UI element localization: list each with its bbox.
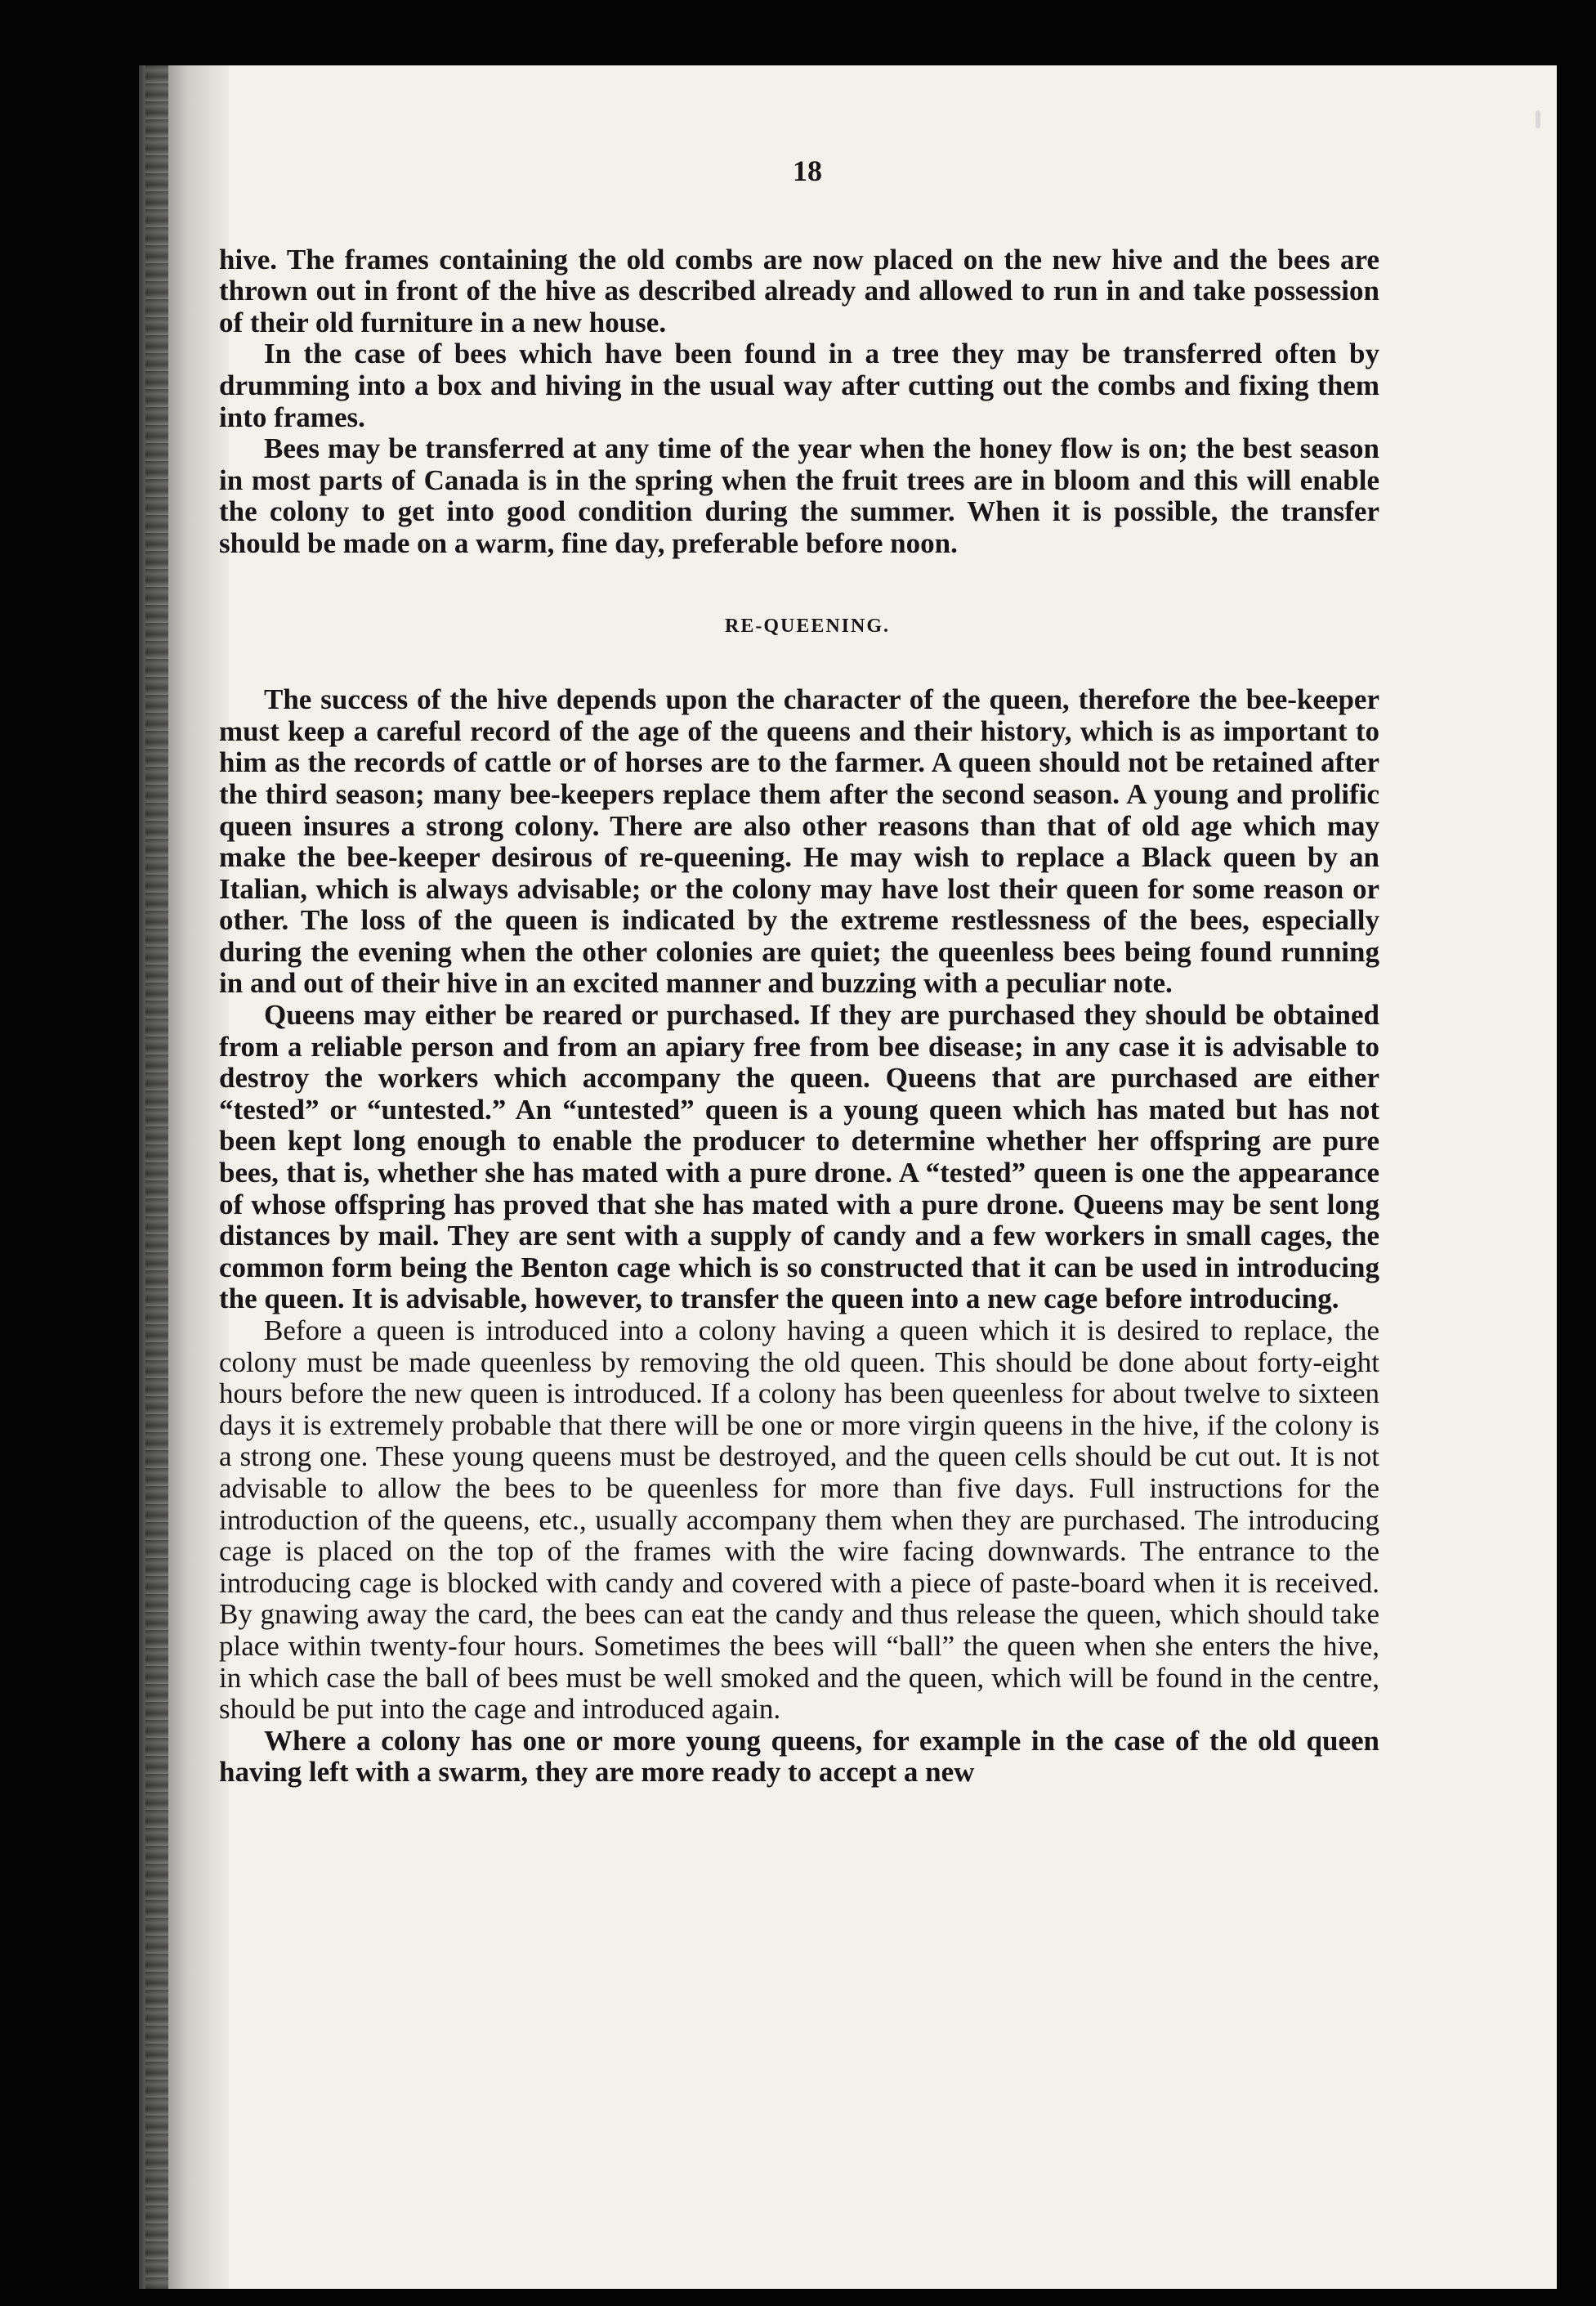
scan-artifact-mark <box>1536 110 1540 128</box>
binding-edge <box>145 65 168 2289</box>
page-number: 18 <box>793 154 822 187</box>
paragraph-tree-bees: In the case of bees which have been found in a tree they may be transferred often by drumming into a box and hiving in the usual way after cutting out the combs and fixing them into frames. <box>219 338 1379 433</box>
paragraph-young-queens: Where a colony has one or more young queens, for example in the case of the old queen having left with a swarm, they are more ready to accept a new <box>219 1724 1379 1789</box>
paragraph-transfer-season: Bees may be transferred at any time of the year when the honey flow is on; the best season in most parts of Canada is in the spring when the fruit trees are in bloom and this will enable the colony to get into good condition during the summer. When it is possible, the transfer should be made on a warm, fine day, preferable before noon. <box>219 432 1379 559</box>
paragraph-introducing-queen: Before a queen is introduced into a colony having a queen which it is desired to replace, the colony must be made queenless by removing the old queen. This should be done about forty-eight hours before the new queen is introduced. If a colony has been queenless for about twelve to sixteen days it is extremely probable that there will be one or more virgin queens in the hive, if the colony is a strong one. These young queens must be destroyed, and the queen cells should be cut out. It is not advisable to allow the bees to be queenless for more than five days. Full instructions for the introduction of the queens, etc., usually accompany them when they are purchased. The introducing cage is placed on the top of the frames with the wire facing downwards. The entrance to the introducing cage is blocked with candy and covered with a piece of paste-board when it is received. By gnawing away the card, the bees can eat the candy and thus release the queen, which should take place within twenty-four hours. Sometimes the bees will “ball” the queen when she enters the hive, in which case the ball of bees must be well smoked and the queen, which will be found in the centre, should be put into the cage and introduced again. <box>219 1314 1379 1726</box>
section-heading-requeening: RE-QUEENING. <box>724 615 891 637</box>
paragraph-hive-continued: hive. The frames containing the old combs are now placed on the new hive and the bees are thrown out in front of the hive as described already and allowed to run in and take possession of their old furniture in a new house. <box>219 243 1379 338</box>
paragraph-queen-character: The success of the hive depends upon the character of the queen, therefore the bee-keeper must keep a careful record of the age of the queens and their history, which is as important to him as the records of cattle or of horses are to the farmer. A queen should not be retained after the third season; many bee-keepers replace them after the second season. A young and prolific queen insures a strong colony. There are also other reasons than that of old age which may make the bee-keeper desirous of re-queening. He may wish to replace a Black queen by an Italian, which is always advisable; or the colony may have lost their queen for some reason or other. The loss of the queen is indicated by the extreme restlessness of the bees, especially during the evening when the other colonies are quiet; the queenless bees being found running in and out of their hive in an excited manner and buzzing with a peculiar note. <box>219 683 1379 1000</box>
page-text <box>219 155 1379 1789</box>
paragraph-queens-purchased: Queens may either be reared or purchased. If they are purchased they should be obtained from a reliable person and from an apiary free from bee disease; in any case it is advisable to destroy the workers which accompany the queen. Queens that are purchased are either “tested” or “untested.” An “untested” queen is a young queen which has mated but has not been kept long enough to enable the producer to determine whether her offspring are pure bees, that is, whether she has mated with a pure drone. A “tested” queen is one the appearance of whose offspring has proved that she has mated with a pure drone. Queens may be sent long distances by mail. They are sent with a supply of candy and a few workers in small cages, the common form being the Benton cage which is so constructed that it can be used in introducing the queen. It is advisable, however, to transfer the queen into a new cage before introducing. <box>219 999 1379 1315</box>
